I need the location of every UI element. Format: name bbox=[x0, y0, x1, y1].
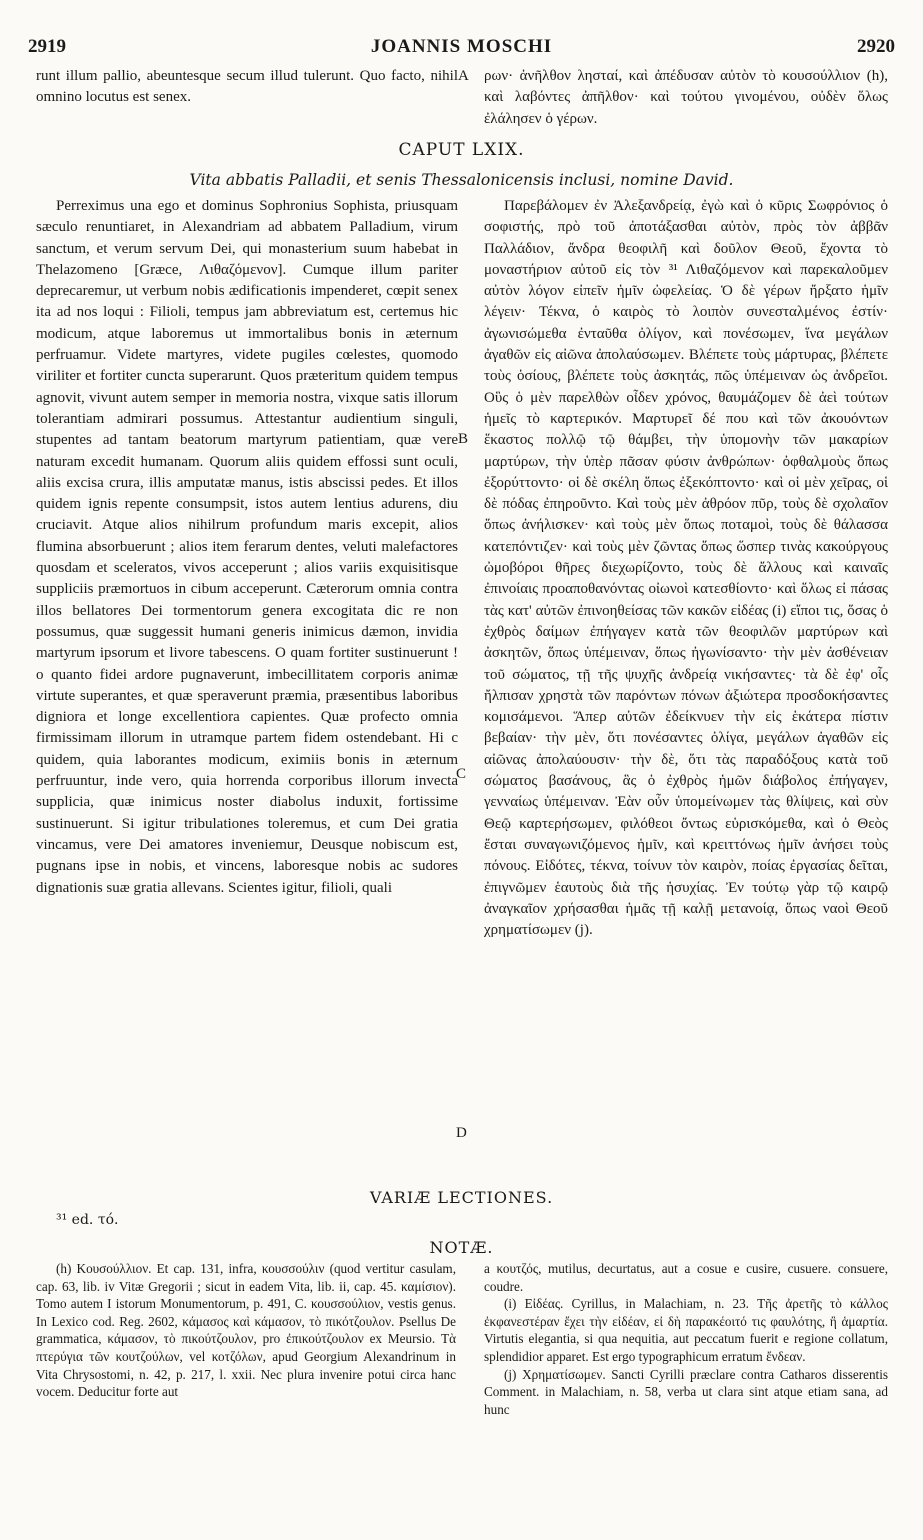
note-i: (i) Εἰδέας. Cyrillus, in Malachiam, n. 23. Τῆς ἀρετῆς τὸ κάλλος ἐκφανεστέραν ἔχει τὴν εἰδέαν, εἰ δὴ παρακέοιτό τις φαυλότης, ἢ ἁμαρτία. Virtutis elegantia, si qua nequitia, aut peccatum fuerit e regione collatum, splendidior apparet. Est ergo typographicum erratum ἔνδεαν. bbox=[484, 1296, 888, 1364]
greek-body-text: Παρεβάλομεν ἐν Ἀλεξανδρείᾳ, ἐγὼ καὶ ὁ κῦρις Σωφρόνιος ὁ σοφιστής, πρὸ τοῦ ἀποτάξασθαι αὐτὸν, πρὸς τὸν ἀββᾶν Παλλάδιον, ἄνδρα θεοφιλῆ καὶ δοῦλον Θεοῦ, ἔχοντα τὸ μοναστήριον αὐτοῦ εἰς τὸν ³¹ Λιθαζόμενον καὶ παρεκαλοῦμεν αὐτὸν λόγον εἰπεῖν ἡμῖν ὠφελείας. Ὁ δὲ γέρων ἤρξατο ἡμῖν λέγειν· Τέκνα, ὁ καιρὸς τὸ λοιπὸν συνεσταλμένος ἐστίν· ἀγωνισώμεθα ἐνταῦθα ὀλίγον, καὶ πονέσωμεν, ἵνα μεγάλων ἀγαθῶν εἰς αἰῶνα ἀπολαύσωμεν. Βλέπετε τοὺς μάρτυρας, βλέπετε τοὺς ὁσίους, βλέπετε τοὺς ἀσκητάς, πῶς ὑπέμειναν ὡς ἀνδρεῖοι. Οὓς ὁ μὲν παρελθὼν οἶδεν χρόνος, θαυμάζομεν δὲ ἀεὶ τούτων ἡμεῖς τὸ καρτερικόν. Μαρτυρεῖ δέ που καὶ τῶν ἀκουόντων ἕκαστος πολλῷ τῷ θάμβει, τὴν ὑπομονὴν τῶν μακαρίων μαρτύρων, τὴν ὑπὲρ πᾶσαν φύσιν ἀνθρώπων· ὀφθαλμοὺς ὅπως ἐξορύττοντο· οἱ δὲ σκέλη ὅπως ἐξεκόπτοντο· καὶ οἱ μὲν χεῖρας, οἱ δὲ πόδας ἐπηροῦντο. Καὶ τοὺς μὲν ἀθρόον πῦρ, τοὺς δὲ σχολαῖον ὅπως ἀνήλισκεν· καὶ τοὺς μὲν ὅπως ποταμοὶ, τοὺς δὲ θάλασσα κατεπόντιζεν· καὶ τοὺς μὲν ζῶντας ὅπως ὥσπερ τινὰς κακούργους ὠμοβόροι θῆρες διεχωρίζοντο, τοὺς δὲ ἄλλους καὶ καιναῖς ἐπινοίαις προαποθανόντας οἰωνοὶ κατεσθίοντο· καὶ ὅλως εἰ πάσας τὰς κατ' αὐτῶν ἐπινοηθείσας τῶν κακῶν εἰδέας (i) εἴποι τις, ὅσας ὁ ἐχθρὸς δαίμων ἐπήγαγεν κατὰ τῶν θεοφιλῶν μαρτύρων καὶ ἀσκητῶν, ὅπως ὑπέμειναν, ὅπως ἠγωνίσαντο· τὴν μὲν ἀσθένειαν τοῦ σώματος, τῇ τῆς ψυχῆς ἀνδρείᾳ νικήσαντες· τὰ δὲ ἐφ' οἷς ἤλπισαν χρηστὰ τῶν παρόντων πόνων ἀξιώτερα προσδοκήσαντες κομισάμενοι. Ἅπερ αὐτῶν ἐδείκνυεν τὴν εἰς ἑκάτερα πίστιν βεβαίαν· τὴν μὲν, ὅτι πονέσαντες ὀλίγα, μεγάλων ἀγαθῶν εἰς αἰῶνας ἀπολαύουσιν· τὴν δὲ, ὅτι τὰς παραδόξους κατὰ τοῦ σώματος βασάνους, ἃς ὁ ἐχθρὸς ἡμῶν διάβολος ἐπήγαγεν, γενναίως ὑπέμειναν. Ἐὰν οὖν ὑπομείνωμεν τὰς θλίψεις, καὶ σὺν Θεῷ καρτερήσωμεν, φιλόθεοι ὄντως εὑρισκόμεθα, καὶ ὁ Θεὸς ἔσται συναγωνιζόμενος ἡμῖν, καὶ κρειττόνως ἡμῖν ἀνήσει τοὺς πόνους. Εἰδότες, τέκνα, τοίνυν τὸν καιρὸν, ποίας ἐργασίας δεῖται, ἐπιγνῶμεν ἑαυτοὺς διὰ τῆς ἡσυχίας. Ἐν τούτῳ γὰρ τῷ καιρῷ ἀναγκαῖον χρήσασθαι ἡμᾶς τῇ καλῇ μετανοίᾳ, ὅπως ναοὶ Θεοῦ χρηματίσωμεν (j). bbox=[484, 198, 888, 939]
note-h-continued: a κουτζός, mutilus, decurtatus, aut a cosue e cusire, cusuere. consuere, coudre. bbox=[484, 1261, 888, 1294]
greek-top-paragraph bbox=[484, 66, 888, 130]
variant-reading-note: ³¹ ed. τό. bbox=[56, 1212, 119, 1228]
page-header bbox=[28, 36, 895, 60]
greek-column bbox=[484, 196, 888, 941]
variae-lectiones-heading: VARIÆ LECTIONES. bbox=[369, 1188, 554, 1207]
notes-left-column bbox=[36, 1260, 456, 1401]
latin-top-paragraph bbox=[36, 66, 458, 109]
left-page-number: 2919 bbox=[28, 36, 66, 57]
margin-letter-d: D bbox=[456, 1125, 467, 1141]
greek-top-text: ρων· ἀνῆλθον λησταί, καὶ ἀπέδυσαν αὐτὸν τὸ κουσούλλιον (h), καὶ λαβόντες ἀπῆλθον· καὶ τούτου γινομένου, οὐδὲν ὅλως ἐλάλησεν ὁ γέρων. bbox=[484, 68, 888, 127]
running-title: JOANNIS MOSCHI bbox=[370, 36, 553, 57]
margin-letter-c: C bbox=[456, 766, 467, 782]
chapter-subtitle: Vita abbatis Palladii, et senis Thessalonicensis inclusi, nomine David. bbox=[189, 171, 734, 189]
latin-column bbox=[36, 196, 458, 899]
notae-heading: NOTÆ. bbox=[429, 1238, 494, 1257]
latin-top-text: runt illum pallio, abeuntesque secum illud tulerunt. Quo facto, nihil omnino locutus est senex. bbox=[36, 68, 458, 106]
right-page-number: 2920 bbox=[857, 36, 895, 57]
latin-body-text: Perreximus una ego et dominus Sophronius Sophista, priusquam sæculo renuntiaret, in Alexandriam ad abbatem Palladium, virum sanctum, et verum servum Dei, qui monasterium suum habebat in Thelazomeno [Græce, Λιθαζόμενον]. Cumque illum pariter deprecaremur, ut verbum nobis ædificationis impenderet, cœpit senex ita ad nos loqui : Filioli, tempus jam abbreviatum est, certemus hic modicum, atque laboremus ut immortalibus bonis in æternum perfruamur. Videte martyres, videte pugiles cœlestes, quomodo viriliter et fortiter cuncta superarunt. Quos præteritum quidem tempus agnovit, vivunt autem semper in memoria nostra, vixque satis illorum tolerantiam admirari possumus. Attestantur audientium singuli, stupentes ad tantam beatorum martyrum patientiam, quæ vere naturam excedit humanam. Quorum aliis quidem effossi sunt oculi, aliis excisa crura, illis amputatæ manus, istis abscissi pedes. Et illos quidem ignis repente consumpsit, istos autem lentius adurens, diu cruciavit. Atque alios nihilrum profundum maris excepit, alios flumina absorbuerunt ; alios item ferarum dentes, veluti malefactores quosdam et sceleratos, vivos acceperunt ; alios variis exquisitisque suppliciis præmortuos in cibum acceperunt. Cæterorum omnia contra illos bellatores Dei tormentorum genera excogitata dic re non possumus, quæ suggessit humani generis inimicus dæmon, invidia martyrum ipsorum et livore tabescens. O quam fortiter sustinuerunt ! o quanto fidei ardore pugnaverunt, imbecillitatem corporis animæ virtute superantes, et quæ speraverunt præmia, præsentibus laboribus digniora et longe excellentiora capientes. Quæ profecto omnia firmissimam illorum in utramque partem fidem ostendebant. Hi c quidem, quia laborantes modicum, eximiis bonis in æternum perfruuntur, inde vero, quia horrenda corporibus illorum invecta supplicia, quæ inimicus noster diabolus induxit, fortissime sustinuerunt. Si igitur tribulationes toleremus, et cum Dei gratia vincamus, vere Dei amatores inveniemur, Deusque nobiscum est, pugnans ipse in nobis, et vincens, laboresque nobis ac sudores dignationis suæ gratia allevans. Scientes igitur, filioli, quali bbox=[36, 198, 458, 896]
notes-right-column bbox=[484, 1260, 888, 1418]
margin-letter-a: A bbox=[458, 68, 469, 84]
note-h: (h) Κουσούλλιον. Et cap. 131, infra, κουσσούλιν (quod vertitur casulam, cap. 63, lib. iv Vitæ Gregorii ; sicut in eadem Vita, lib. ii, cap. 45. καμίσιον). Tomo autem I istorum Monumentorum, p. 491, C. κουσσούλιον, vestis genus. In Lexico cod. Reg. 2602, κάμασος καὶ κάμασον, τὸ πικότζουλον. Psellus De grammatica, κάμασον, τὸ πικούτζουλον, pro ἐπικούτζουλον ex Meursio. Τὰ πτερύγια τῶν κουτζούλων, vel κοτζόλων, apud Georgium Alexandrinum in Vita Chrysostomi, n. 42, p. 217, l. xxii. Nec plura invenire potui circa hanc vocem. Deducitur forte aut bbox=[36, 1261, 456, 1400]
margin-letter-b: B bbox=[458, 431, 469, 447]
chapter-heading: CAPUT LXIX. bbox=[398, 140, 525, 160]
note-j: (j) Χρηματίσωμεν. Sancti Cyrilli præclare contra Catharos disserentis Comment. in Malachiam, n. 58, verba ut clara sint atque etiam sana, ad hunc bbox=[484, 1366, 888, 1417]
